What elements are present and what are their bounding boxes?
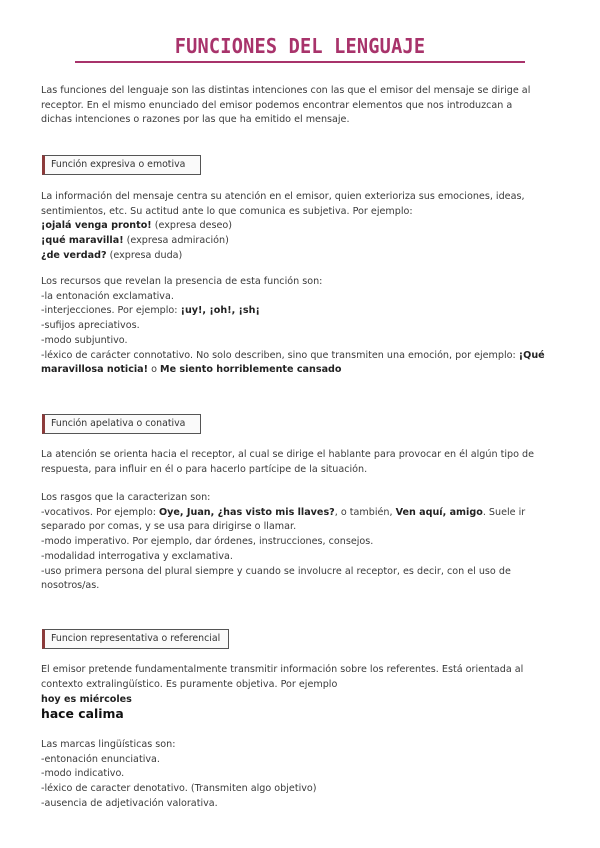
intro-line: receptor. En el mismo enunciado del emisor podemos encontrar elementos que nos introduzcan a	[41, 99, 513, 111]
expresiva-description	[41, 190, 561, 264]
list-text: , o también,	[334, 506, 396, 518]
list-item: -uso primera persona del plural siempre y cuando se involucre al receptor, es decir, con el uso de	[41, 565, 511, 577]
list-bold: ¡Qué	[518, 349, 545, 361]
list-item: separado por comas, y se usa para dirigirse o llamar.	[41, 521, 297, 533]
list-item: -la entonación exclamativa.	[41, 290, 174, 302]
list-item: -ausencia de adjetivación valorativa.	[41, 797, 218, 809]
intro-paragraph	[41, 84, 561, 128]
text-line: respuesta, para influir en él o para hacerlo partícipe de la situación.	[41, 463, 368, 475]
list-item: -modalidad interrogativa y exclamativa.	[41, 550, 233, 562]
list-item: -modo subjuntivo.	[41, 334, 128, 346]
title-underline	[75, 61, 525, 63]
list-text: -interjecciones. Por ejemplo:	[41, 305, 181, 317]
list-item: -entonación enunciativa.	[41, 753, 160, 765]
example-note: (expresa deseo)	[151, 220, 233, 232]
text-line: La atención se orienta hacia el receptor, al cual se dirige el hablante para provocar en él algún tipo de	[41, 449, 535, 460]
list-item: -léxico de caracter denotativo. (Transmiten algo objetivo)	[41, 783, 317, 795]
list-text: -léxico de carácter connotativo. No solo describen, sino que transmiten una emoción, por ejemplo:	[41, 349, 519, 361]
text-line: Las marcas lingüísticas son:	[41, 739, 176, 750]
list-item: -sufijos apreciativos.	[41, 320, 140, 332]
example-line	[41, 249, 561, 264]
example-line	[41, 219, 561, 234]
text-line: Los rasgos que la caracterizan son:	[41, 492, 211, 503]
list-bold: Me siento horriblemente cansado	[160, 364, 342, 376]
example-note: (expresa duda)	[106, 249, 183, 261]
representativa-marks	[41, 738, 561, 812]
list-bold: maravillosa noticia!	[41, 364, 149, 376]
apelativa-traits	[41, 491, 561, 594]
list-item	[41, 363, 561, 378]
example-bold: ¡qué maravilla!	[41, 235, 124, 247]
example-small: hoy es miércoles	[41, 694, 132, 705]
text-line: contexto extralingüístico. Es puramente objetiva. Por ejemplo	[41, 678, 338, 690]
section-heading-representativa: Funcion representativa o referencial	[42, 629, 229, 649]
list-bold: ¡uy!, ¡oh!, ¡sh¡	[180, 305, 260, 317]
intro-line: dichas intenciones o razones por las que ha emitido el mensaje.	[41, 114, 350, 126]
representativa-description	[41, 663, 561, 692]
example-note: (expresa admiración)	[123, 235, 229, 247]
list-item	[41, 506, 561, 521]
example-bold: ¡ojalá venga pronto!	[41, 220, 152, 232]
expresiva-resources	[41, 275, 561, 378]
example-large: hace calima	[41, 706, 124, 721]
text-line: Los recursos que revelan la presencia de esta función son:	[41, 276, 323, 287]
example-bold: ¿de verdad?	[41, 249, 107, 261]
text-line: sentimientos, etc. Su actitud ante lo que comunica es subjetiva. Por ejemplo:	[41, 205, 413, 217]
list-text: . Suele ir	[482, 506, 526, 518]
section-heading-apelativa: Función apelativa o conativa	[42, 414, 201, 434]
example-line	[41, 234, 561, 249]
text-line: El emisor pretende fundamentalmente transmitir información sobre los referentes. Está orientada al	[41, 664, 524, 675]
list-bold: Ven aquí, amigo	[395, 506, 483, 518]
list-item: -modo indicativo.	[41, 768, 125, 780]
list-item	[41, 349, 561, 364]
list-text: -vocativos. Por ejemplo:	[41, 506, 160, 518]
section-heading-expresiva: Función expresiva o emotiva	[42, 155, 201, 175]
apelativa-description	[41, 448, 561, 477]
list-text: o	[148, 364, 161, 376]
page-title: FUNCIONES DEL LENGUAJE	[174, 34, 426, 58]
list-item: -modo imperativo. Por ejemplo, dar órdenes, instrucciones, consejos.	[41, 536, 374, 548]
list-item	[41, 304, 561, 319]
list-bold: Oye, Juan, ¿has visto mis llaves?	[159, 506, 335, 518]
list-item: nosotros/as.	[41, 580, 100, 592]
intro-line: Las funciones del lenguaje son las distintas intenciones con las que el emisor del mensaje se dirige al	[41, 85, 531, 96]
text-line: La información del mensaje centra su atención en el emisor, quien exterioriza sus emociones, ideas,	[41, 191, 525, 202]
